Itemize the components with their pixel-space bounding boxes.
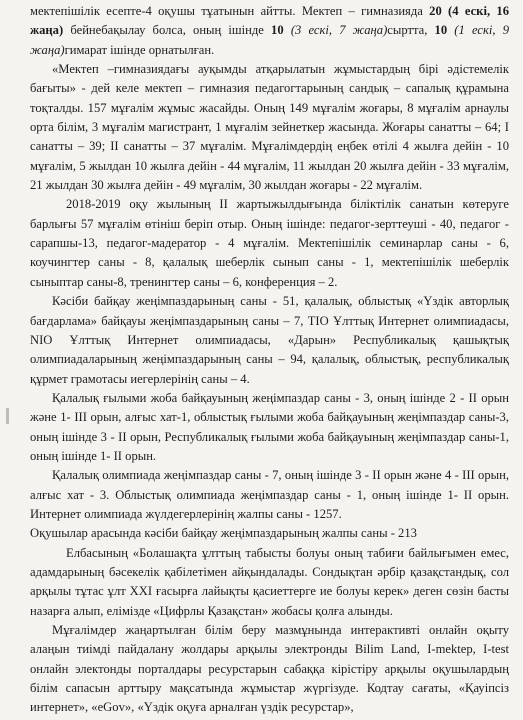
paragraph-online-learning: Мұғалімдер жаңартылған білім беру мазмұнында интерактивті онлайн оқыту алаңын тиімді пайдалану жолдары арқылы электронды Bilim Land, I-mektep, I-test онлайн электонды порталдары ресурстарын сабаққа кірістіру арқылы оқушылардың білім сапасын арттыру мақсатында жұмыстар жүргізуде. Кодтау сағаты, «Қауіпсіз интернет», «eGov», «Үздік оқуға арналған үздік ресурстар», xyxy=(30,623,509,715)
outdoor-camera-detail: (3 ескі, 7 жаңа) xyxy=(283,23,388,38)
text-run: гимарат ішінде орнатылған. xyxy=(64,42,215,57)
paragraph-qualification: 2018-2019 оқу жылының ІІ жартыжылдығында біліктілік санатын көтеруге барлығы 57 мұғалім өтініш беріп отыр. Оның ішінде: педагог-зерттеуші - 40, педагог - сарапшы-13, педагог-мадератор - 4 мұғалім. Мектепішілік семинарлар саны - 6, коучингтер саны - 8, қалалық шеберлік сынып саны - 1, мектепішілік шеберлік сыныптар саны-8, тренингтер саны – 6, конференция – 2. xyxy=(30,197,509,289)
paragraph-olympiads: Қалалық олимпиада жеңімпаздар саны - 7, оның ішінде 3 - ІІ орын және 4 - ІІІ орын, алғыс хат - 3. Облыстық олимпиада жеңімпаздар саны - 1, оның ішінде 1- ІІ орын. Интернет олимпиада жүлдегерлерінің жалпы саны - 1257. xyxy=(30,468,509,521)
paragraph-video-surveillance xyxy=(30,2,509,60)
text-run: бейнебақылау болса, оның ішінде xyxy=(63,23,272,38)
paragraph-competition-winners: Кәсіби байқау жеңімпаздарының саны - 51, қалалық, облыстық «Үздік авторлық бағдарлама» байқауы жеңімпаздарының саны – 7, ТІО Ұлттық Интернет олимпиадасы, NIO Ұлттық Интернет олимпиадасы, «Дарын» Республикалық қашықтық олимпиадаларының жеңімпаздарының саны – 94, қалалық, облыстық, республикалық құрмет грамотасы иегерлерінің саны – 4. xyxy=(30,294,509,386)
paragraph-digital-kazakhstan: Елбасының «Болашақта ұлттың табысты болуы оның табиғи байлығымен емес, адамдарының бәсекелік қабілетімен айқындалады. Сондықтан әрбір қазақстандық, сол арқылы тұтас ұлт ХХІ ғасырға лайықты қасиеттерге ие болуы керек» деген сөзін басты назарға алып, елімізде «Цифрлы Қазақстан» жобасы қолға алынды. xyxy=(30,545,509,618)
camera-total: 20 (4 ескі, 16 жаңа) xyxy=(30,4,509,38)
text-run: сыртта, xyxy=(387,23,435,38)
indoor-camera-count: 10 xyxy=(434,23,448,38)
paragraph-science-projects: Қалалық ғылыми жоба байқауының жеңімпаздар саны - 3, оның ішінде 2 - ІІ орын және 1- ІІІ орын, алғыс хат-1, облыстық ғылыми жоба байқауының жеңімпаздар саны-3, оның ішінде 3 - ІІ орын, Республикалық ғылыми жоба байқауының жеңімпаздар саны-1, оның ішінде 1- ІІ орын. xyxy=(30,390,509,463)
text-run: мектепішілік есепте-4 оқушы тұатынын айтты. Мектеп – гимназияда xyxy=(30,4,430,18)
outdoor-camera-count: 10 xyxy=(271,23,284,38)
paragraph-student-winners-total: Оқушылар арасында кәсіби байқау жеңімпаздарының жалпы саны - 213 xyxy=(30,526,417,541)
indoor-camera-detail: (1 ескі, 9 жаңа) xyxy=(30,23,509,57)
paragraph-methodology: «Мектеп –гимназиядағы ауқымды атқарылатын жұмыстардың бірі әдістемелік бағыты» - дей келе мектеп – гимназия педагогтарының сандық – сапалық құрамына тоқталды. 157 мұғалім жұмыс жасайды. Оның 149 мұғалім жоғары, 8 мұғалім арнаулы орта білім, 3 мұғалім магистрант, 1 мұғалім зейнеткер жасында. Жоғары санатты – 64; І санатты – 39; ІІ санатты – 37 мұғалім. Мұғалімдердің еңбек өтілі 4 жылға дейін - 10 мұғалім, 5 жылдан 10 жылға дейін - 44 мұғалім, 11 жылдан 20 жылға дейін - 33 мұғалім, 21 жылдан 30 жылға дейін - 49 мұғалім, 30 жылдан жоғары - 22 мұғалім. xyxy=(30,62,509,193)
scan-margin-mark xyxy=(6,408,9,424)
